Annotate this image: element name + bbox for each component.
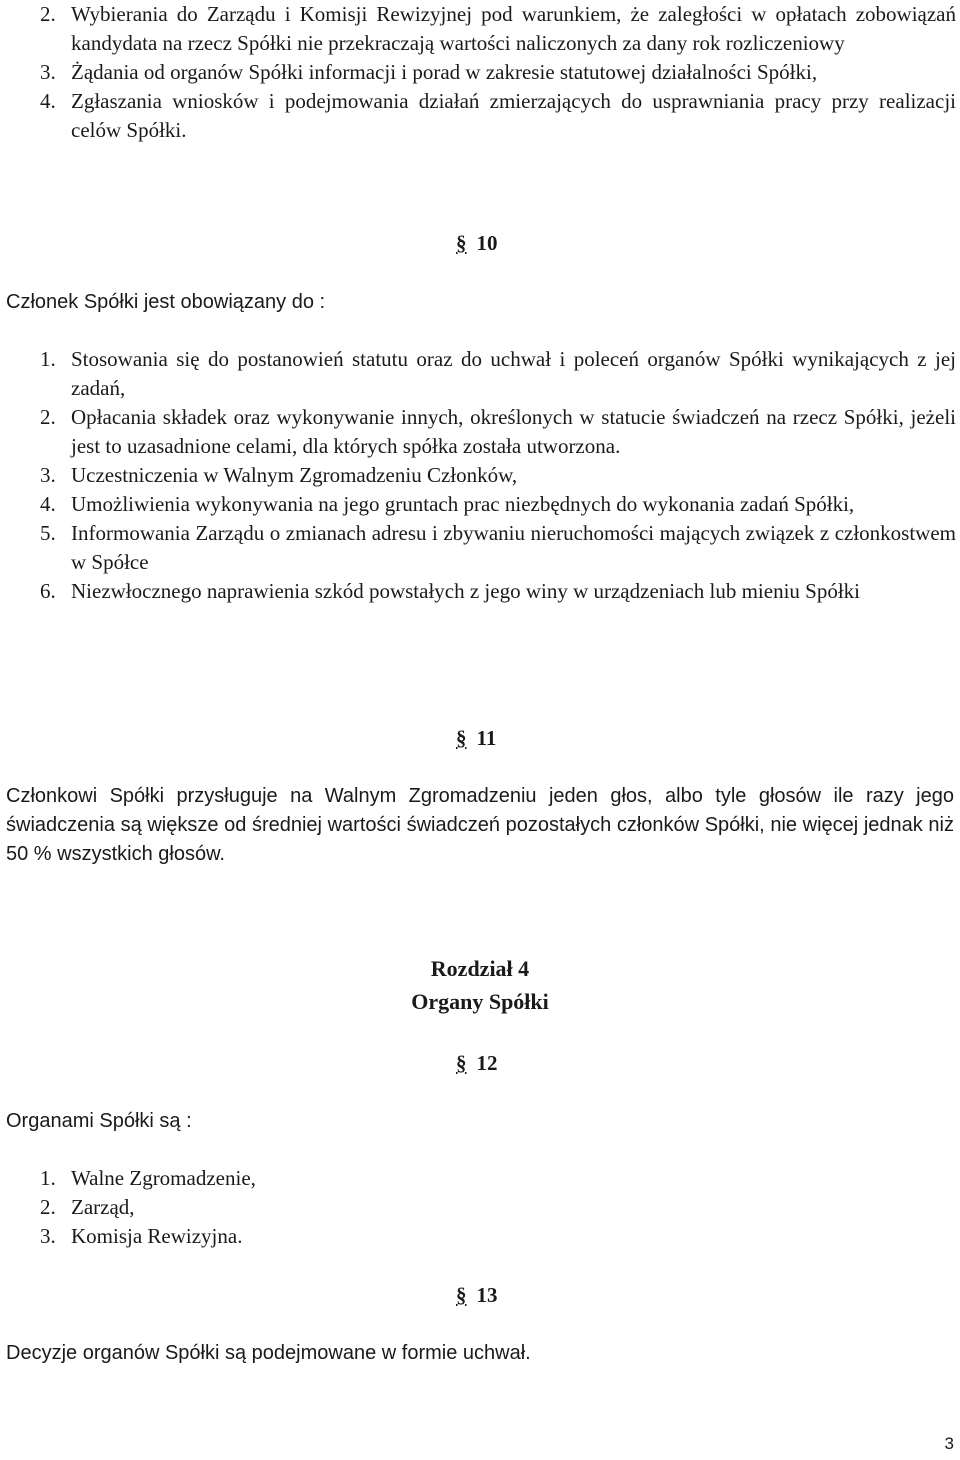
- section-symbol: §: [456, 1051, 467, 1075]
- section-13-heading: [456, 1281, 498, 1310]
- section-12-list: [6, 1164, 506, 1251]
- section-number: 11: [476, 726, 497, 750]
- section-11-heading: [456, 724, 496, 753]
- section-12-intro: Organami Spółki są :: [6, 1110, 192, 1132]
- list-item: [6, 519, 956, 577]
- list-item: [6, 403, 956, 461]
- list-item-text: Stosowania się do postanowień statutu oraz do uchwał i poleceń organów Spółki wynikających z jej zadań,: [71, 347, 956, 400]
- list-item-text: Informowania Zarządu o zmianach adresu i zbywaniu nieruchomości mających związek z członkostwem w Spółce: [71, 521, 956, 574]
- list-item: [6, 1193, 506, 1222]
- section-number: 12: [476, 1051, 498, 1075]
- section-10-intro: Członek Spółki jest obowiązany do :: [6, 291, 326, 313]
- chapter-title: Rozdział 4: [430, 956, 530, 981]
- list-item-number: 3.: [40, 60, 56, 84]
- page-number: 3: [944, 1434, 954, 1453]
- list-item-number: 3.: [40, 1224, 56, 1248]
- list-item-number: 6.: [40, 579, 56, 603]
- list-item-text: Walne Zgromadzenie,: [71, 1166, 256, 1190]
- list-item-text: Umożliwienia wykonywania na jego gruntach prac niezbędnych do wykonania zadań Spółki,: [71, 492, 855, 516]
- list-item-number: 5.: [40, 521, 56, 545]
- list-item: [6, 87, 956, 145]
- section-symbol: §: [456, 726, 467, 750]
- list-item: [6, 461, 956, 490]
- list-item: [6, 577, 956, 606]
- list-item: [6, 0, 956, 58]
- section-13-text: Decyzje organów Spółki są podejmowane w formie uchwał.: [6, 1342, 531, 1364]
- list-item-number: 4.: [40, 89, 56, 113]
- list-item: [6, 490, 956, 519]
- list-item-number: 2.: [40, 405, 56, 429]
- section-number: 13: [476, 1283, 498, 1307]
- section-10-heading: [456, 229, 498, 258]
- list-item-number: 4.: [40, 492, 56, 516]
- list-item-text: Opłacania składek oraz wykonywanie innych, określonych w statucie świadczeń na rzecz Spółki, jeżeli jest to uzasadnione celami, dla których spółka została utworzona.: [71, 405, 956, 458]
- section-10-list: [6, 345, 956, 606]
- list-item-number: 2.: [40, 1195, 56, 1219]
- list-item-text: Zgłaszania wniosków i podejmowania działań zmierzających do usprawniania pracy przy realizacji celów Spółki.: [71, 89, 956, 142]
- list-item-number: 1.: [40, 347, 56, 371]
- section-symbol: §: [456, 231, 467, 255]
- section-symbol: §: [456, 1283, 467, 1307]
- top-list: [6, 0, 956, 145]
- list-item-text: Zarząd,: [71, 1195, 135, 1219]
- list-item-text: Uczestniczenia w Walnym Zgromadzeniu Członków,: [71, 463, 518, 487]
- section-11-text: Członkowi Spółki przysługuje na Walnym Zgromadzeniu jeden głos, albo tyle głosów ile razy jego świadczenia są większe od średniej wartości świadczeń pozostałych członków Spółki, nie więcej jednak niż 50 % wszystkich głosów.: [6, 785, 954, 865]
- list-item: [6, 1164, 506, 1193]
- list-item-text: Komisja Rewizyjna.: [71, 1224, 243, 1248]
- chapter-subtitle: Organy Spółki: [411, 989, 549, 1014]
- list-item: [6, 1222, 506, 1251]
- list-item: [6, 58, 956, 87]
- list-item-number: 1.: [40, 1166, 56, 1190]
- list-item: [6, 345, 956, 403]
- list-item-text: Wybierania do Zarządu i Komisji Rewizyjnej pod warunkiem, że zaległości w opłatach zobowiązań kandydata na rzecz Spółki nie przekraczają wartości naliczonych za dany rok rozliczeniowy: [71, 2, 956, 55]
- list-item-number: 3.: [40, 463, 56, 487]
- list-item-text: Niezwłocznego naprawienia szkód powstałych z jego winy w urządzeniach lub mieniu Spółki: [71, 579, 861, 603]
- section-12-heading: [456, 1049, 498, 1078]
- section-number: 10: [476, 231, 498, 255]
- list-item-number: 2.: [40, 2, 56, 26]
- list-item-text: Żądania od organów Spółki informacji i porad w zakresie statutowej działalności Spółki,: [71, 60, 818, 84]
